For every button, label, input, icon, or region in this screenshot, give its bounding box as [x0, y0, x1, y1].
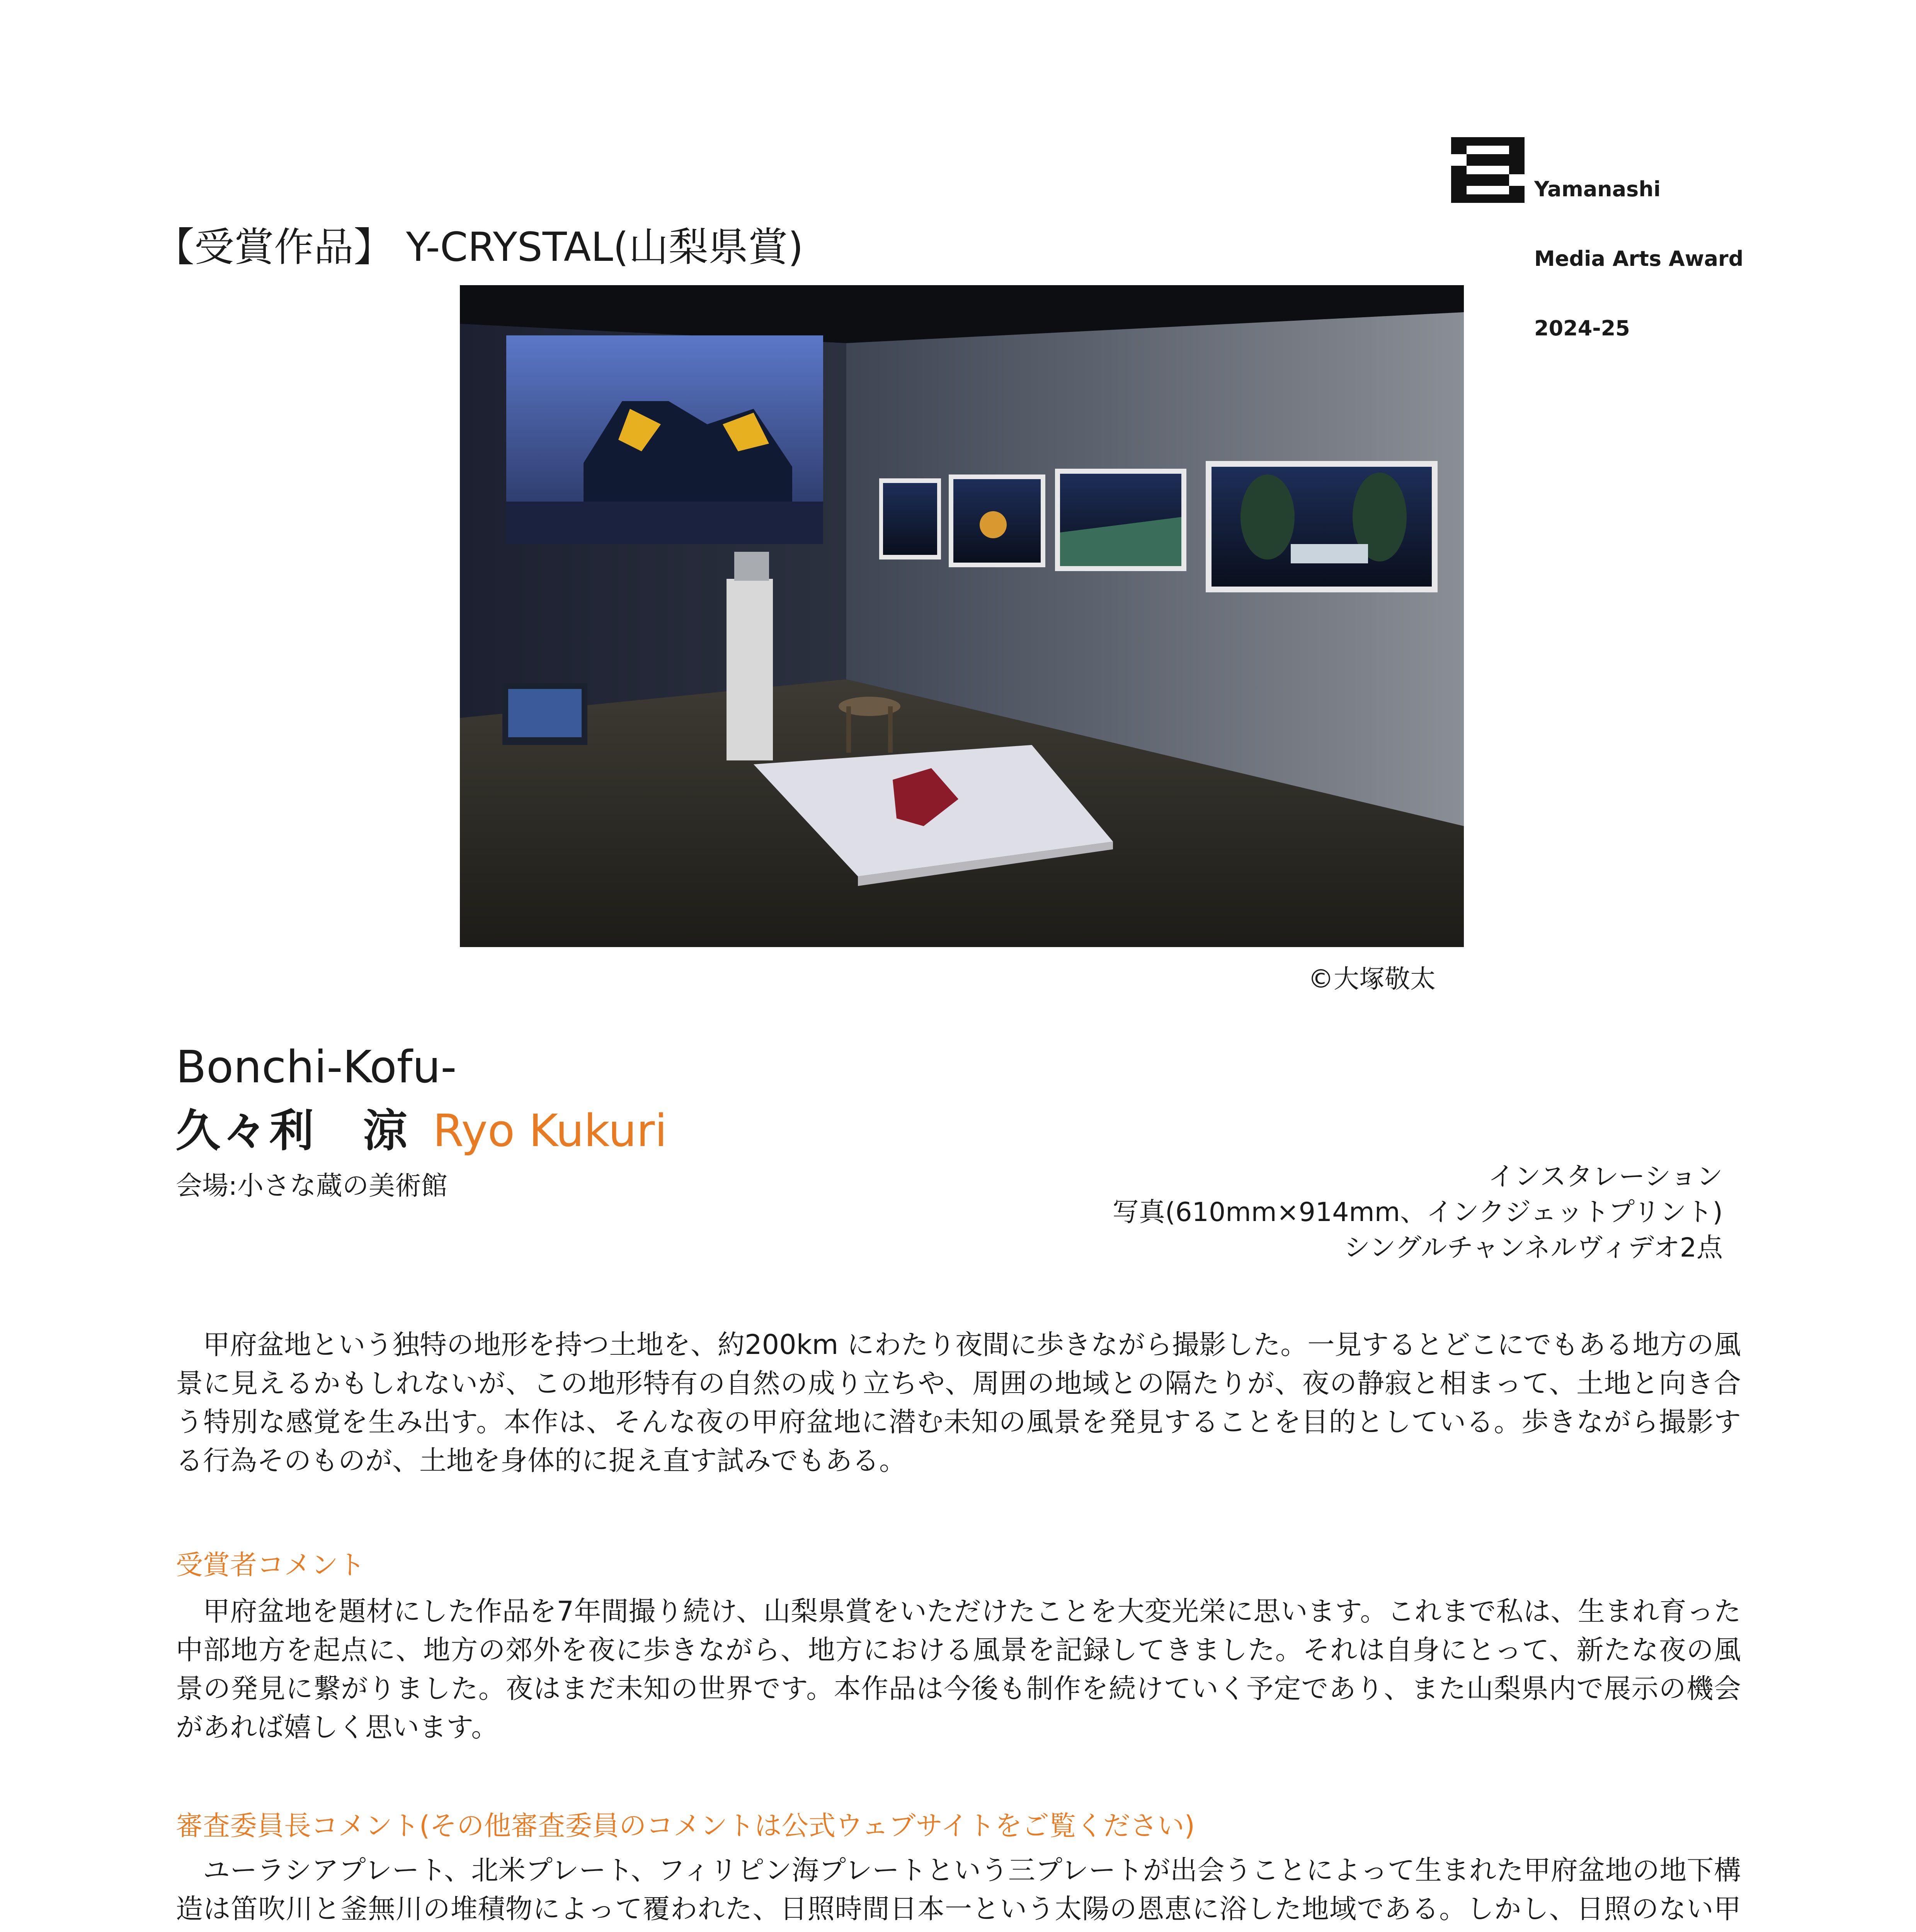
venue: 会場:小さな蔵の美術館	[176, 1171, 448, 1201]
recipient-comment-text: 甲府盆地を題材にした作品を7年間撮り続け、山梨県賞をいただけたことを大変光栄に思います。これまで私は、生まれ育った中部地方を起点に、地方の郊外を夜に歩きながら、地方における風景を記録してきました。それは自身にとって、新たな夜の風景の発見に繋がりました。夜はまだ未知の世界です。本作品は今後も制作を続けていく予定であり、また山梨県内で展示の機会があれば嬉しく思います。	[176, 1595, 1741, 1743]
technique-item: 写真(610mm×914mm、インクジェットプリント)	[1112, 1197, 1723, 1228]
photo-credit: ©大塚敬太	[1308, 964, 1436, 994]
logo-line-1: Yamanashi	[1534, 177, 1661, 201]
technique-item: シングルチャンネルヴィデオ2点	[1344, 1233, 1723, 1263]
artist-name-ja: 久々利 涼	[176, 1105, 410, 1157]
recipient-comment-title: 受賞者コメント	[176, 1549, 365, 1581]
installation-photo	[460, 285, 1464, 947]
logo-mark-icon	[1451, 137, 1525, 203]
technique-list	[795, 1159, 1723, 1266]
award-heading: 【受賞作品】 Y-CRYSTAL(山梨県賞)	[155, 224, 803, 270]
jury-comment-title: 審査委員長コメント(その他審査委員のコメントは公式ウェブサイトをご覧ください)	[176, 1810, 1195, 1842]
jury-comment-text: ユーラシアプレート、北米プレート、フィリピン海プレートという三プレートが出会うことによって生まれた甲府盆地の地下構造は笛吹川と釜無川の堆積物によって覆われた、日照時間日本一という太陽の恩恵に浴した地域である。しかし、日照のない甲	[176, 1854, 1741, 1925]
artist-line	[176, 1105, 667, 1157]
technique-item: インスタレーション	[1488, 1162, 1723, 1192]
work-title: Bonchi-Kofu-	[176, 1041, 457, 1093]
logo-line-3: 2024-25	[1534, 316, 1630, 340]
logo-line-2: Media Arts Award	[1534, 247, 1744, 271]
work-description: 甲府盆地という独特の地形を持つ土地を、約200km にわたり夜間に歩きながら撮影した。一見するとどこにでもある地方の風景に見えるかもしれないが、この地形特有の自然の成り立ちや、周囲の地域との隔たりが、夜の静寂と相まって、土地と向き合う特別な感覚を生み出す。本作は、そんな夜の甲府盆地に潜む未知の風景を発見することを目的としている。歩きながら撮影する行為そのものが、土地を身体的に捉え直す試みでもある。	[176, 1329, 1741, 1476]
artist-name-en: Ryo Kukuri	[433, 1105, 667, 1157]
award-logo	[1451, 131, 1760, 340]
